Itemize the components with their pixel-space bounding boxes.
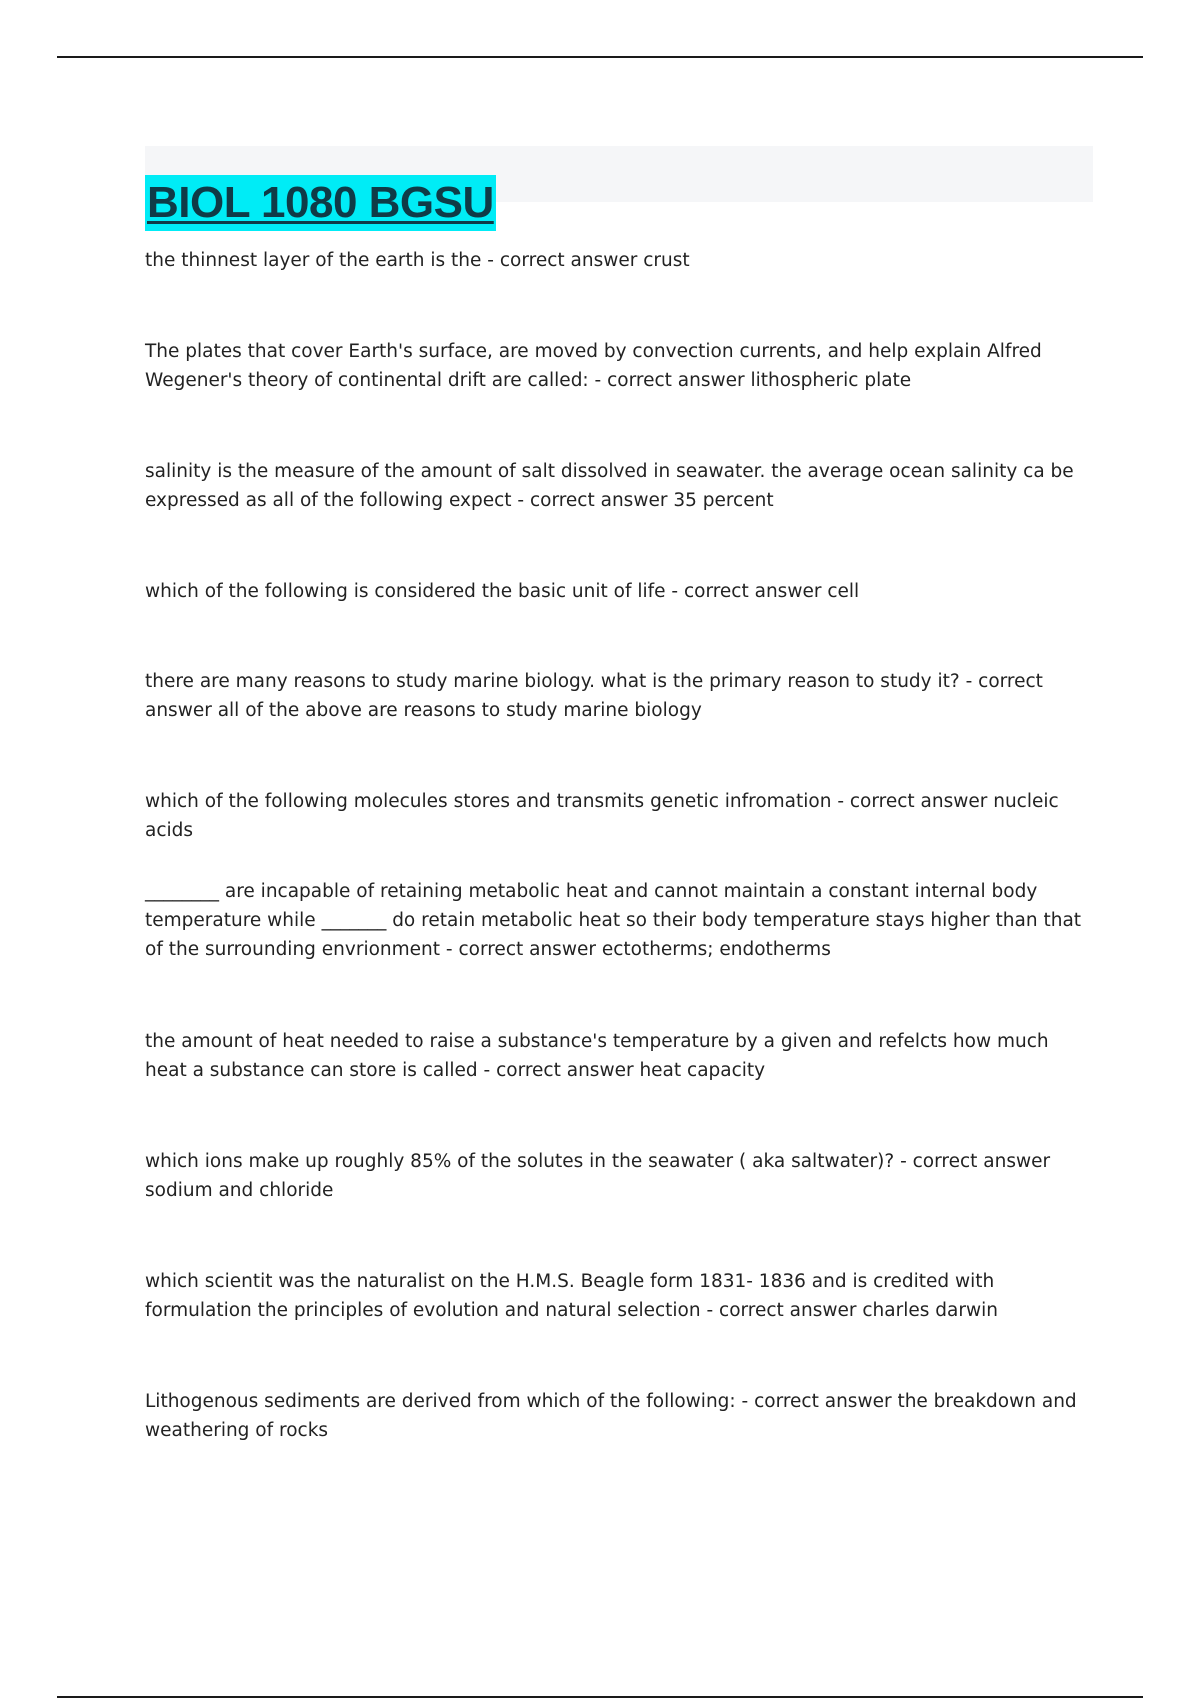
top-rule [57,56,1143,58]
qa-item-11: Lithogenous sediments are derived from which of the following: - correct answer the breakdown and weathering of rocks [145,1391,1077,1441]
bottom-rule [57,1696,1143,1698]
qa-item-7: ________ are incapable of retaining metabolic heat and cannot maintain a constant internal body temperature while _______ do retain metabolic heat so their body temperature stays higher than that of the surrounding envrionment - correct answer ectotherms; endotherms [145,881,1082,960]
qa-item-6: which of the following molecules stores and transmits genetic infromation - correct answer nucleic acids [145,791,1059,841]
qa-item-8: the amount of heat needed to raise a substance's temperature by a given and refelcts how much heat a substance can store is called - correct answer heat capacity [145,1031,1049,1081]
qa-item-9: which ions make up roughly 85% of the solutes in the seawater ( aka saltwater)? - correct answer sodium and chloride [145,1151,1051,1201]
qa-item-2: The plates that cover Earth's surface, are moved by convection currents, and help explain Alfred Wegener's theory of continental drift are called: - correct answer lithospheric plate [145,341,1042,391]
qa-item-1: the thinnest layer of the earth is the - correct answer crust [145,250,690,271]
qa-item-3: salinity is the measure of the amount of salt dissolved in seawater. the average ocean salinity ca be expressed as all of the following expect - correct answer 35 percent [145,461,1074,511]
qa-item-4: which of the following is considered the basic unit of life - correct answer cell [145,581,860,602]
qa-item-5: there are many reasons to study marine biology. what is the primary reason to study it? - correct answer all of the above are reasons to study marine biology [145,671,1043,721]
document-title: BIOL 1080 BGSU [145,175,496,231]
qa-item-10: which scientit was the naturalist on the H.M.S. Beagle form 1831- 1836 and is credited with formulation the principles of evolution and natural selection - correct answer charles darwin [145,1271,998,1321]
